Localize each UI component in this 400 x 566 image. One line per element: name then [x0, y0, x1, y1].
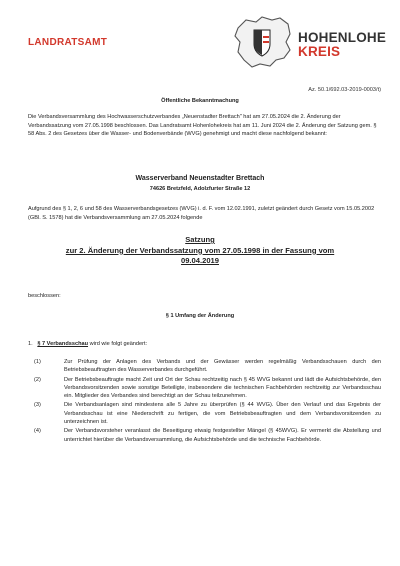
paragraph-reference: § 7 Verbandsschau [37, 341, 89, 347]
list-item-text: Zur Prüfung der Anlagen des Verbands und der Gewässer werden regelmäßig Verbandsschauen durch den Betriebsbeauftragten des Wasserverbandes durchgeführt. [64, 359, 381, 374]
association-address: 74626 Bretzfeld, Adolzfurter Straße 12 [149, 186, 251, 192]
beschlossen-label: beschlossen: [28, 293, 61, 299]
list-item [28, 358, 381, 375]
subsection-list [28, 358, 381, 445]
list-item-text: Die Verbandsanlagen sind mindestens alle 5 Jahre zu überprüfen (§ 44 WVG). Über den Verlauf und das Ergebnis der Verbandsschau ist eine Niederschrift zu fertigen, die vom Betriebsbeauftragten und dem Verbandsvorsitzenden zu unterzeichnen ist. [64, 402, 381, 426]
list-item-number: (3) [34, 402, 41, 409]
list-item [28, 427, 381, 444]
hohenlohekreis-logo [232, 14, 387, 70]
satzung-title-line1: Satzung [185, 235, 215, 244]
notice-title: Öffentliche Bekanntmachung [161, 98, 239, 104]
landratsamt-label: LANDRATSAMT [28, 37, 108, 48]
item-number: 1. [28, 341, 33, 347]
reference-number: Az. 50.1/692.03-2019-0003/t) [308, 87, 381, 93]
section-heading: § 1 Umfang der Änderung [165, 313, 235, 319]
list-item-number: (2) [34, 376, 41, 383]
legal-basis-paragraph: Aufgrund des § 1, 2, 6 und 58 des Wasserverbandsgesetzes (WVG) i. d. F. vom 12.02.1991, zuletzt geändert durch Gesetz vom 15.05.2002 (GBl. S. 1578) hat die Verbandsversammlung am 27.05.2024 folgende [28, 206, 375, 221]
list-item-text: Der Verbandsvorsteher veranlasst die Beseitigung etwaig festgestellter Mängel (§ 45WVG). Er vermerkt die Abstellung und unterrichtet hierüber die Verbandsversammlung, die Aufsichtsbehörde und die technische Fachbehörde. [64, 428, 381, 443]
list-item-number: (4) [34, 428, 41, 435]
intro-paragraph: Die Verbandsversammlung des Hochwasserschutzverbandes „Neuenstadter Brettach" hat am 27.05.2024 die 2. Änderung der Verbandssatzung vom 27.05.1998 beschlossen. Das Landratsamt Hohenlohekreis hat am 11. Juni 2024 die 2. Änderung der Satzung gem. § 58 Abs. 2 des Gesetzes über die Wasser- und Bodenverbände (WVG) genehmigt und macht diese nachfolgend bekannt: [28, 114, 377, 138]
list-item-text: Der Betriebsbeauftragte macht Zeit und Ort der Schau rechtzeitig nach § 45 WVG bekannt und lädt die Aufsichtsbehörde, den Verbandsvorsitzenden sowie sonstige Beteiligte, insbesondere die technischen Fachbehörden rechtzeitig zur Verbandsschau ein. Mitglieder des Verbandes sind berechtigt an der Schau teilzunehmen. [64, 376, 381, 400]
satzung-title [0, 235, 400, 267]
logo-text-kreis: KREIS [298, 44, 341, 59]
hohenlohe-map-crest-icon [232, 14, 294, 70]
amendment-item-1 [28, 341, 147, 347]
list-item [28, 401, 381, 426]
association-name: Wasserverband Neuenstadter Brettach [135, 175, 265, 182]
satzung-title-line3: 09.04.2019 [180, 256, 219, 265]
item-rest: wird wie folgt geändert: [88, 341, 148, 347]
logo-text-hohenlohe: HOHENLOHE [298, 30, 387, 45]
list-item [28, 376, 381, 401]
satzung-title-line2: zur 2. Änderung der Verbandssatzung vom 27.05.1998 in der Fassung vom [65, 245, 335, 255]
list-item-number: (1) [34, 359, 41, 365]
